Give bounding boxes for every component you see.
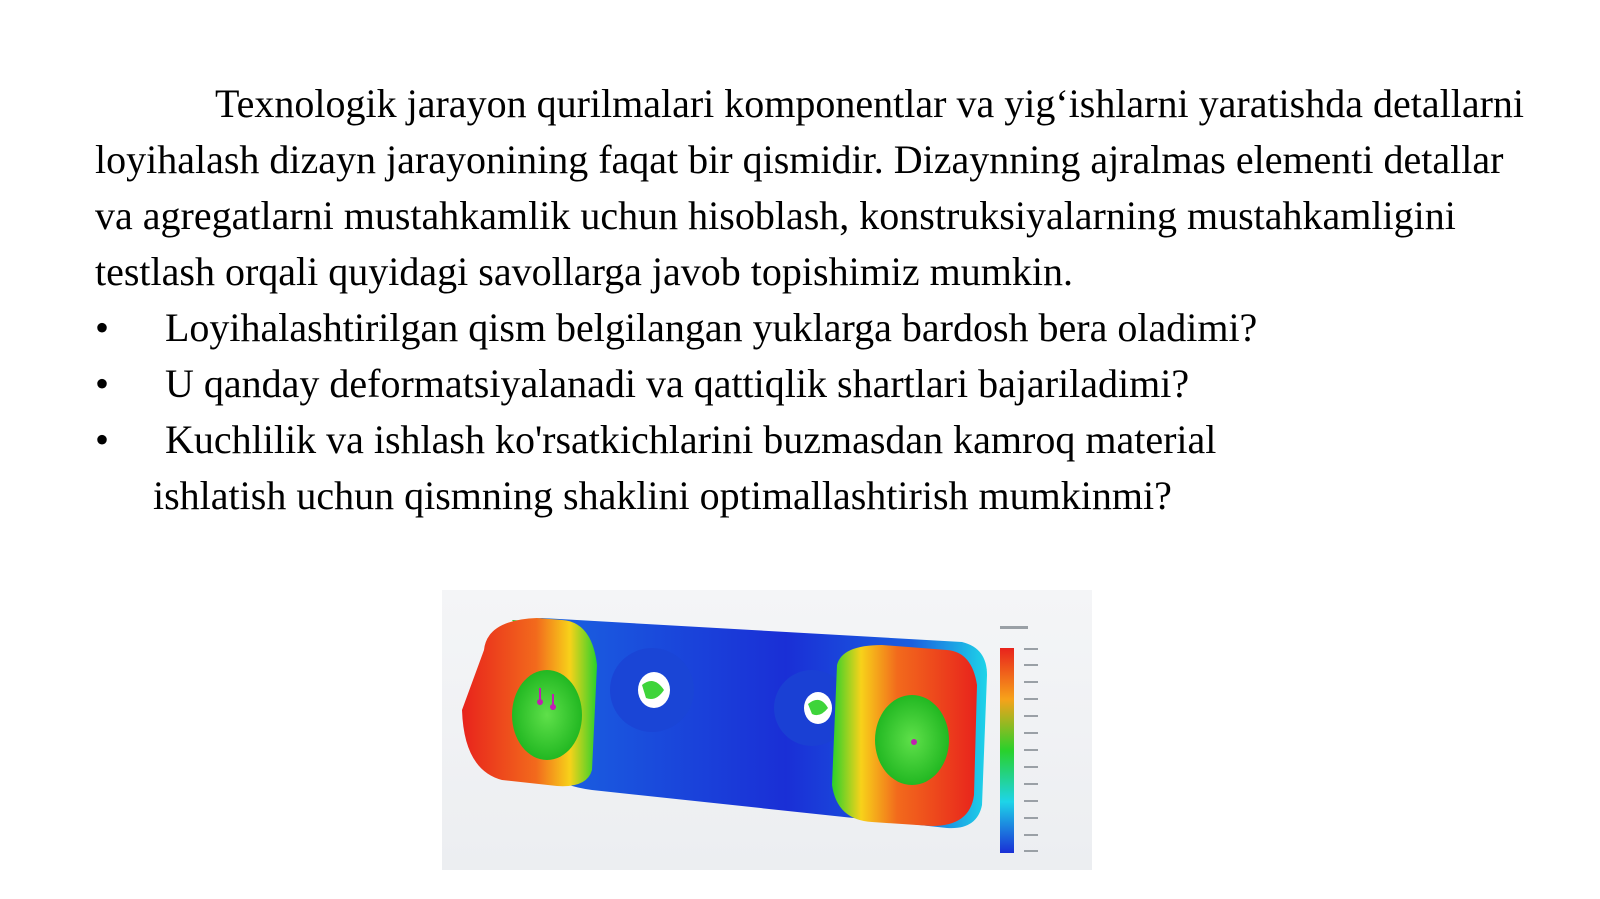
bullet-text: Kuchlilik va ishlash ko'rsatkichlarini buzmasdan kamroq material xyxy=(165,417,1217,462)
bullet-text-continued: ishlatish uchun qismning shaklini optimallashtirish mumkinmi? xyxy=(153,473,1172,518)
fea-bracket-illustration xyxy=(442,590,1092,870)
bullet-icon: • xyxy=(95,417,110,462)
list-item xyxy=(95,300,1535,356)
bullet-icon: • xyxy=(95,305,110,350)
question-list xyxy=(95,300,1535,524)
bullet-text: Loyihalashtirilgan qism belgilangan yuklarga bardosh bera oladimi? xyxy=(165,305,1258,350)
intro-paragraph: Texnologik jarayon qurilmalari komponentlar va yig‘ishlarni yaratishda detallarni loyihalash dizayn jarayonining faqat bir qismidir. Dizaynning ajralmas elementi detallar va agregatlarni mustahkamlik uchun hisoblash, konstruksiyalarning mustahkamligini testlash orqali quyidagi savollarga javob topishimiz mumkin. xyxy=(95,81,1525,294)
bullet-icon: • xyxy=(95,361,110,406)
list-item xyxy=(95,356,1535,412)
stress-analysis-image xyxy=(442,590,1092,870)
list-item xyxy=(95,412,1535,524)
text-block xyxy=(95,76,1535,524)
bullet-text: U qanday deformatsiyalanadi va qattiqlik shartlari bajariladimi? xyxy=(165,361,1190,406)
